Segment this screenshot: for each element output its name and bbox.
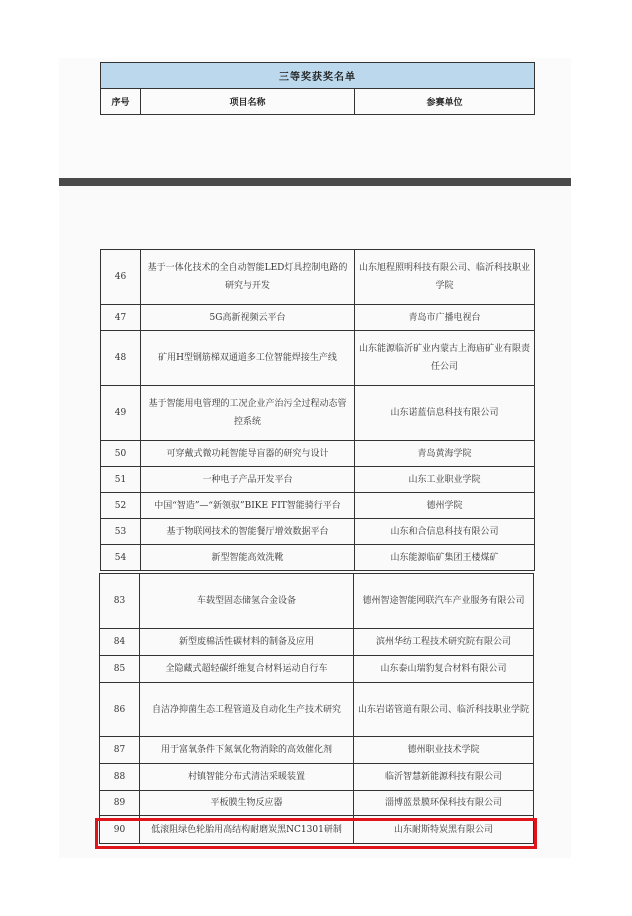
project-name: 基于智能用电管理的工况企业产治污全过程动态管控系统 bbox=[141, 386, 355, 441]
row-number: 90 bbox=[100, 816, 140, 844]
project-name: 平板膜生物反应器 bbox=[140, 791, 354, 816]
table-title: 三等奖获奖名单 bbox=[101, 63, 535, 89]
participating-unit: 德州学院 bbox=[355, 493, 535, 519]
participating-unit: 淄博蓝景膜环保科技有限公司 bbox=[354, 791, 534, 816]
table-row bbox=[100, 737, 534, 764]
table-row bbox=[100, 683, 534, 737]
project-name: 新型废棉活性碳材料的制备及应用 bbox=[140, 629, 354, 656]
participating-unit: 山东泰山瑞豹复合材料有限公司 bbox=[354, 656, 534, 683]
row-number: 47 bbox=[101, 305, 141, 331]
row-number: 84 bbox=[100, 629, 140, 656]
table-row bbox=[100, 764, 534, 791]
table-row bbox=[101, 545, 535, 571]
row-number: 89 bbox=[100, 791, 140, 816]
project-name: 一种电子产品开发平台 bbox=[141, 467, 355, 493]
row-number: 54 bbox=[101, 545, 141, 571]
table-row bbox=[101, 441, 535, 467]
table-row bbox=[101, 493, 535, 519]
row-number: 86 bbox=[100, 683, 140, 737]
project-name: 自洁净抑菌生态工程管道及自动化生产技术研究 bbox=[140, 683, 354, 737]
award-list-table-2 bbox=[99, 573, 534, 844]
column-header-number: 序号 bbox=[101, 89, 141, 115]
table-row bbox=[101, 386, 535, 441]
participating-unit: 滨州华纺工程技术研究院有限公司 bbox=[354, 629, 534, 656]
project-name: 矿用H型钢筋梯双通道多工位智能焊接生产线 bbox=[141, 331, 355, 386]
row-number: 49 bbox=[101, 386, 141, 441]
row-number: 83 bbox=[100, 574, 140, 629]
table-row bbox=[101, 467, 535, 493]
page-divider bbox=[59, 178, 571, 186]
row-number: 87 bbox=[100, 737, 140, 764]
row-number: 46 bbox=[101, 250, 141, 305]
participating-unit: 青岛市广播电视台 bbox=[355, 305, 535, 331]
award-list-table-1 bbox=[100, 249, 535, 571]
project-name: 车载型固态储氢合金设备 bbox=[140, 574, 354, 629]
participating-unit: 山东和合信息科技有限公司 bbox=[355, 519, 535, 545]
project-name: 基于一体化技术的全自动智能LED灯具控制电路的研究与开发 bbox=[141, 250, 355, 305]
participating-unit: 临沂智慧新能源科技有限公司 bbox=[354, 764, 534, 791]
project-name: 村镇智能分布式清洁采暖装置 bbox=[140, 764, 354, 791]
table-row bbox=[101, 519, 535, 545]
column-header-project-name: 项目名称 bbox=[141, 89, 355, 115]
project-name: 基于物联网技术的智能餐厅增效数据平台 bbox=[141, 519, 355, 545]
award-header-table bbox=[100, 62, 535, 115]
table-row bbox=[100, 656, 534, 683]
project-name: 低滚阻绿色轮胎用高结构耐磨炭黑NC1301研制 bbox=[140, 816, 354, 844]
project-name: 中国“智造”—“新领驭”BIKE FIT智能骑行平台 bbox=[141, 493, 355, 519]
table-row bbox=[101, 305, 535, 331]
project-name: 5G高新视频云平台 bbox=[141, 305, 355, 331]
table-row bbox=[101, 331, 535, 386]
row-number: 48 bbox=[101, 331, 141, 386]
participating-unit: 山东诺蓝信息科技有限公司 bbox=[355, 386, 535, 441]
row-number: 88 bbox=[100, 764, 140, 791]
participating-unit: 山东能源临矿集团王楼煤矿 bbox=[355, 545, 535, 571]
column-header-unit: 参赛单位 bbox=[355, 89, 535, 115]
participating-unit: 德州智途智能网联汽车产业服务有限公司 bbox=[354, 574, 534, 629]
participating-unit: 山东工业职业学院 bbox=[355, 467, 535, 493]
row-number: 51 bbox=[101, 467, 141, 493]
highlight-box bbox=[95, 818, 537, 849]
project-name: 用于富氧条件下氮氧化物消除的高效催化剂 bbox=[140, 737, 354, 764]
participating-unit: 德州职业技术学院 bbox=[354, 737, 534, 764]
project-name: 可穿戴式微功耗智能导盲器的研究与设计 bbox=[141, 441, 355, 467]
participating-unit: 山东岩诺管道有限公司、临沂科技职业学院 bbox=[354, 683, 534, 737]
row-number: 53 bbox=[101, 519, 141, 545]
table-row bbox=[100, 791, 534, 816]
row-number: 52 bbox=[101, 493, 141, 519]
table-row bbox=[100, 574, 534, 629]
project-name: 全隐藏式超轻碳纤维复合材料运动自行车 bbox=[140, 656, 354, 683]
participating-unit: 山东能源临沂矿业内蒙古上海庙矿业有限责任公司 bbox=[355, 331, 535, 386]
row-number: 85 bbox=[100, 656, 140, 683]
row-number: 50 bbox=[101, 441, 141, 467]
participating-unit: 山东耐斯特炭黑有限公司 bbox=[354, 816, 534, 844]
project-name: 新型智能高效洗靴 bbox=[141, 545, 355, 571]
table-row bbox=[101, 250, 535, 305]
participating-unit: 山东旭程照明科技有限公司、临沂科技职业学院 bbox=[355, 250, 535, 305]
participating-unit: 青岛黄海学院 bbox=[355, 441, 535, 467]
table-row bbox=[100, 629, 534, 656]
